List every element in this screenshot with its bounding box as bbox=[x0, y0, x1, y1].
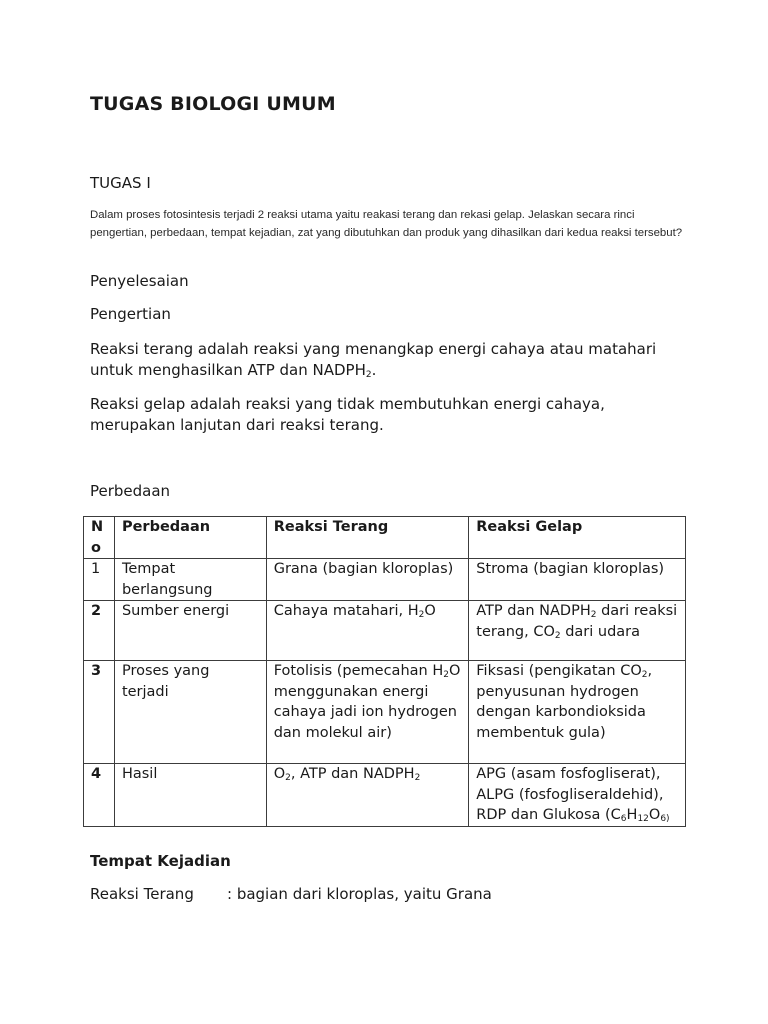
location-heading: Tempat Kejadian bbox=[90, 852, 231, 870]
solution-heading: Penyelesaian bbox=[90, 272, 189, 290]
row-number: 1 bbox=[84, 559, 115, 601]
row-aspect: Hasil bbox=[114, 764, 266, 827]
task-heading: TUGAS I bbox=[90, 174, 151, 192]
subscript: 2 bbox=[365, 370, 372, 380]
row-aspect: Proses yang terjadi bbox=[114, 661, 266, 764]
row-aspect: Sumber energi bbox=[114, 601, 266, 661]
row-light bbox=[266, 764, 469, 827]
cell-text: dari reaksi terang, CO bbox=[476, 603, 678, 640]
subscript: 2 bbox=[554, 630, 561, 641]
row-dark bbox=[469, 661, 686, 764]
row-number: 4 bbox=[84, 764, 115, 827]
cell-text: APG (asam fosfogliserat), ALPG (fosfogliseraldehid), RDP dan Glukosa (C bbox=[476, 766, 664, 823]
location-value: : bagian dari kloroplas, yaitu Grana bbox=[227, 885, 492, 903]
document-title: TUGAS BIOLOGI UMUM bbox=[90, 93, 336, 115]
cell-text: O bbox=[273, 766, 286, 782]
row-light bbox=[266, 601, 469, 661]
location-label: Reaksi Terang bbox=[90, 885, 194, 903]
cell-text: Cahaya matahari, H bbox=[273, 603, 419, 619]
header-light-reaction: Reaksi Terang bbox=[266, 517, 469, 559]
subscript: 6) bbox=[660, 814, 670, 824]
row-dark bbox=[469, 601, 686, 661]
cell-text: H bbox=[626, 807, 638, 823]
cell-text: ATP dan NADPH bbox=[476, 603, 591, 619]
cell-text: O bbox=[648, 807, 661, 823]
subscript: 6 bbox=[620, 814, 627, 824]
header-aspect: Perbedaan bbox=[114, 517, 266, 559]
cell-text: Fiksasi (pengikatan CO bbox=[476, 663, 642, 679]
header-no: No bbox=[84, 517, 115, 559]
definition-heading: Pengertian bbox=[90, 305, 171, 323]
table-header-row bbox=[84, 517, 686, 559]
header-dark-reaction: Reaksi Gelap bbox=[469, 517, 686, 559]
subscript: 12 bbox=[637, 814, 649, 824]
task-question: Dalam proses fotosintesis terjadi 2 reaksi utama yaitu reakasi terang dan rekasi gelap. Jelaskan secara rinci pengertian, perbedaan, tempat kejadian, zat yang dibutuhkan dan produk yang dihasilkan dari kedua reaksi tersebut? bbox=[90, 209, 683, 239]
table-row bbox=[84, 559, 686, 601]
subscript: 2 bbox=[414, 773, 421, 783]
table-row bbox=[84, 764, 686, 827]
subscript: 2 bbox=[443, 670, 449, 680]
row-light: Grana (bagian kloroplas) bbox=[266, 559, 469, 601]
row-aspect: Tempat berlangsung bbox=[114, 559, 266, 601]
row-dark: Stroma (bagian kloroplas) bbox=[469, 559, 686, 601]
dark-reaction-definition: Reaksi gelap adalah reaksi yang tidak membutuhkan energi cahaya, merupakan lanjutan dari reaksi terang. bbox=[90, 395, 605, 434]
row-number: 2 bbox=[84, 601, 115, 661]
cell-text: , penyusunan hydrogen dengan karbondioksida membentuk gula) bbox=[476, 663, 653, 741]
cell-text: O menggunakan energi cahaya jadi ion hydrogen dan molekul air) bbox=[273, 663, 461, 741]
table-row bbox=[84, 601, 686, 661]
light-reaction-definition bbox=[90, 339, 690, 381]
table-row bbox=[84, 661, 686, 764]
differences-table bbox=[83, 516, 686, 827]
cell-text: dari udara bbox=[560, 623, 641, 640]
cell-text: Fotolisis (pemecahan H bbox=[273, 663, 444, 679]
row-number: 3 bbox=[84, 661, 115, 764]
subscript: 2 bbox=[641, 670, 648, 680]
subscript: 2 bbox=[590, 610, 597, 620]
subscript: 2 bbox=[418, 610, 425, 620]
subscript: 2 bbox=[285, 773, 291, 783]
row-dark bbox=[469, 764, 686, 827]
row-light bbox=[266, 661, 469, 764]
cell-text: , ATP dan NADPH bbox=[290, 766, 415, 782]
light-definition-end: . bbox=[371, 361, 377, 379]
differences-heading: Perbedaan bbox=[90, 482, 171, 500]
light-definition-text: Reaksi terang adalah reaksi yang menangkap energi cahaya atau matahari untuk menghasilkan ATP dan NADPH bbox=[90, 340, 657, 379]
cell-text: O bbox=[424, 603, 436, 619]
